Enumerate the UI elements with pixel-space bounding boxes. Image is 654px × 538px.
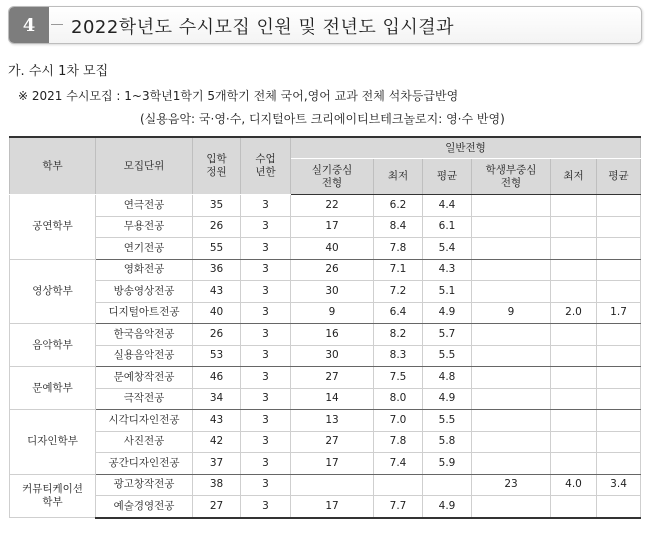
- min-cell: [374, 474, 423, 496]
- avg-cell: 5.1: [423, 281, 472, 303]
- quota-cell: 36: [193, 259, 241, 281]
- faculty-cell: 커뮤티케이션 학부: [10, 474, 96, 518]
- avg2-cell: 1.7: [597, 302, 641, 324]
- quota-cell: 38: [193, 474, 241, 496]
- min-cell: 7.8: [374, 238, 423, 260]
- record-cell: [472, 453, 551, 475]
- years-cell: 3: [241, 474, 291, 496]
- table-row: [10, 302, 641, 324]
- practical-cell: 27: [291, 367, 374, 389]
- avg2-cell: [597, 345, 641, 367]
- practical-cell: 22: [291, 195, 374, 217]
- min2-cell: [551, 216, 597, 238]
- min-cell: 7.1: [374, 259, 423, 281]
- min-cell: 7.7: [374, 496, 423, 518]
- avg2-cell: [597, 324, 641, 346]
- min-cell: 7.4: [374, 453, 423, 475]
- record-cell: [472, 238, 551, 260]
- faculty-cell: 공연학부: [10, 195, 96, 260]
- record-cell: [472, 496, 551, 518]
- min-cell: 8.3: [374, 345, 423, 367]
- record-cell: 9: [472, 302, 551, 324]
- years-cell: 3: [241, 496, 291, 518]
- years-cell: 3: [241, 195, 291, 217]
- record-cell: [472, 281, 551, 303]
- avg-cell: 5.8: [423, 431, 472, 453]
- quota-cell: 26: [193, 324, 241, 346]
- section-title: 가. 수시 1차 모집: [8, 64, 109, 79]
- header-avg: 평균: [423, 159, 472, 195]
- avg2-cell: [597, 367, 641, 389]
- min-cell: 6.2: [374, 195, 423, 217]
- min-cell: 8.4: [374, 216, 423, 238]
- avg-cell: 5.7: [423, 324, 472, 346]
- table-row: [10, 474, 641, 496]
- avg-cell: [423, 474, 472, 496]
- min-cell: 8.2: [374, 324, 423, 346]
- header-divider: [51, 24, 63, 25]
- unit-cell: 공간디자인전공: [96, 453, 193, 475]
- note-line-1: ※ 2021 수시모집 : 1~3학년1학기 5개학기 전체 국어,영어 교과 전체 석차등급반영: [18, 89, 459, 103]
- unit-cell: 영화전공: [96, 259, 193, 281]
- practical-cell: 13: [291, 410, 374, 432]
- years-cell: 3: [241, 431, 291, 453]
- min-cell: 7.8: [374, 431, 423, 453]
- unit-cell: 문예창작전공: [96, 367, 193, 389]
- years-cell: 3: [241, 345, 291, 367]
- table-row: [10, 195, 641, 217]
- record-cell: [472, 431, 551, 453]
- faculty-cell: 문예학부: [10, 367, 96, 410]
- admission-table: [9, 136, 641, 519]
- table-row: [10, 496, 641, 518]
- unit-cell: 극작전공: [96, 388, 193, 410]
- min-cell: 7.2: [374, 281, 423, 303]
- avg2-cell: [597, 496, 641, 518]
- note-line-2: (실용음악: 국·영·수, 디지털아트 크리에이티브테크놀로지: 영·수 반영): [140, 112, 505, 126]
- practical-cell: 27: [291, 431, 374, 453]
- avg-cell: 5.9: [423, 453, 472, 475]
- table-row: [10, 367, 641, 389]
- header-years-text: 수업 년한: [255, 153, 276, 178]
- header-quota-text: 입학 정원: [206, 153, 227, 178]
- unit-cell: 예술경영전공: [96, 496, 193, 518]
- unit-cell: 디지털아트전공: [96, 302, 193, 324]
- practical-cell: [291, 474, 374, 496]
- years-cell: 3: [241, 324, 291, 346]
- unit-cell: 사진전공: [96, 431, 193, 453]
- quota-cell: 43: [193, 410, 241, 432]
- avg2-cell: [597, 431, 641, 453]
- header-avg2: 평균: [597, 159, 641, 195]
- unit-cell: 한국음악전공: [96, 324, 193, 346]
- practical-cell: 40: [291, 238, 374, 260]
- header-general: 일반전형: [291, 137, 641, 159]
- record-cell: [472, 410, 551, 432]
- min2-cell: [551, 410, 597, 432]
- avg2-cell: [597, 388, 641, 410]
- years-cell: 3: [241, 281, 291, 303]
- years-cell: 3: [241, 367, 291, 389]
- avg2-cell: [597, 453, 641, 475]
- avg2-cell: [597, 259, 641, 281]
- practical-cell: 14: [291, 388, 374, 410]
- quota-cell: 40: [193, 302, 241, 324]
- min-cell: 8.0: [374, 388, 423, 410]
- chapter-number: 4: [9, 7, 49, 43]
- years-cell: 3: [241, 453, 291, 475]
- avg2-cell: [597, 410, 641, 432]
- table-row: [10, 259, 641, 281]
- table-row: [10, 431, 641, 453]
- record-cell: [472, 388, 551, 410]
- avg-cell: 4.9: [423, 388, 472, 410]
- avg2-cell: [597, 281, 641, 303]
- unit-cell: 시각디자인전공: [96, 410, 193, 432]
- avg-cell: 4.4: [423, 195, 472, 217]
- avg-cell: 4.9: [423, 302, 472, 324]
- min-cell: 7.0: [374, 410, 423, 432]
- practical-cell: 30: [291, 281, 374, 303]
- faculty-cell: 영상학부: [10, 259, 96, 324]
- record-cell: [472, 324, 551, 346]
- unit-cell: 방송영상전공: [96, 281, 193, 303]
- unit-cell: 실용음악전공: [96, 345, 193, 367]
- quota-cell: 37: [193, 453, 241, 475]
- header-practical-text: 실기중심 전형: [311, 163, 353, 189]
- years-cell: 3: [241, 259, 291, 281]
- table-row: [10, 281, 641, 303]
- years-cell: 3: [241, 302, 291, 324]
- faculty-cell: 음악학부: [10, 324, 96, 367]
- min-cell: 6.4: [374, 302, 423, 324]
- avg-cell: 5.5: [423, 410, 472, 432]
- header-record: [472, 159, 551, 195]
- unit-cell: 광고창작전공: [96, 474, 193, 496]
- quota-cell: 35: [193, 195, 241, 217]
- min2-cell: [551, 431, 597, 453]
- faculty-cell: 디자인학부: [10, 410, 96, 475]
- min2-cell: [551, 453, 597, 475]
- table-row: [10, 453, 641, 475]
- page-title: 2022학년도 수시모집 인원 및 전년도 입시결과: [71, 17, 455, 38]
- min2-cell: [551, 496, 597, 518]
- avg-cell: 6.1: [423, 216, 472, 238]
- header-min2: 최저: [551, 159, 597, 195]
- min2-cell: 2.0: [551, 302, 597, 324]
- min2-cell: [551, 195, 597, 217]
- table-row: [10, 345, 641, 367]
- years-cell: 3: [241, 238, 291, 260]
- min2-cell: 4.0: [551, 474, 597, 496]
- quota-cell: 46: [193, 367, 241, 389]
- unit-cell: 연기전공: [96, 238, 193, 260]
- avg-cell: 5.4: [423, 238, 472, 260]
- years-cell: 3: [241, 410, 291, 432]
- min2-cell: [551, 367, 597, 389]
- practical-cell: 17: [291, 216, 374, 238]
- quota-cell: 26: [193, 216, 241, 238]
- practical-cell: 16: [291, 324, 374, 346]
- practical-cell: 9: [291, 302, 374, 324]
- record-cell: [472, 367, 551, 389]
- min-cell: 7.5: [374, 367, 423, 389]
- unit-cell: 연극전공: [96, 195, 193, 217]
- min2-cell: [551, 238, 597, 260]
- practical-cell: 30: [291, 345, 374, 367]
- practical-cell: 17: [291, 496, 374, 518]
- quota-cell: 53: [193, 345, 241, 367]
- header-practical: [291, 159, 374, 195]
- record-cell: [472, 195, 551, 217]
- min2-cell: [551, 388, 597, 410]
- table-row: [10, 410, 641, 432]
- table-row: [10, 238, 641, 260]
- table-body: [10, 195, 641, 518]
- avg2-cell: [597, 216, 641, 238]
- avg-cell: 4.8: [423, 367, 472, 389]
- avg-cell: 4.3: [423, 259, 472, 281]
- years-cell: 3: [241, 216, 291, 238]
- record-cell: 23: [472, 474, 551, 496]
- avg2-cell: [597, 238, 641, 260]
- min2-cell: [551, 259, 597, 281]
- avg-cell: 5.5: [423, 345, 472, 367]
- unit-cell: 무용전공: [96, 216, 193, 238]
- header-min: 최저: [374, 159, 423, 195]
- min2-cell: [551, 324, 597, 346]
- quota-cell: 55: [193, 238, 241, 260]
- section-header: [8, 6, 642, 44]
- avg2-cell: 3.4: [597, 474, 641, 496]
- table-row: [10, 388, 641, 410]
- header-years: [241, 137, 291, 195]
- header-quota: [193, 137, 241, 195]
- avg-cell: 4.9: [423, 496, 472, 518]
- header-record-text: 학생부중심 전형: [485, 163, 537, 189]
- practical-cell: 26: [291, 259, 374, 281]
- years-cell: 3: [241, 388, 291, 410]
- table-row: [10, 324, 641, 346]
- avg2-cell: [597, 195, 641, 217]
- record-cell: [472, 259, 551, 281]
- min2-cell: [551, 281, 597, 303]
- record-cell: [472, 216, 551, 238]
- quota-cell: 27: [193, 496, 241, 518]
- quota-cell: 34: [193, 388, 241, 410]
- record-cell: [472, 345, 551, 367]
- quota-cell: 43: [193, 281, 241, 303]
- header-faculty: 학부: [10, 137, 96, 195]
- quota-cell: 42: [193, 431, 241, 453]
- header-unit: 모집단위: [96, 137, 193, 195]
- table-row: [10, 216, 641, 238]
- min2-cell: [551, 345, 597, 367]
- practical-cell: 17: [291, 453, 374, 475]
